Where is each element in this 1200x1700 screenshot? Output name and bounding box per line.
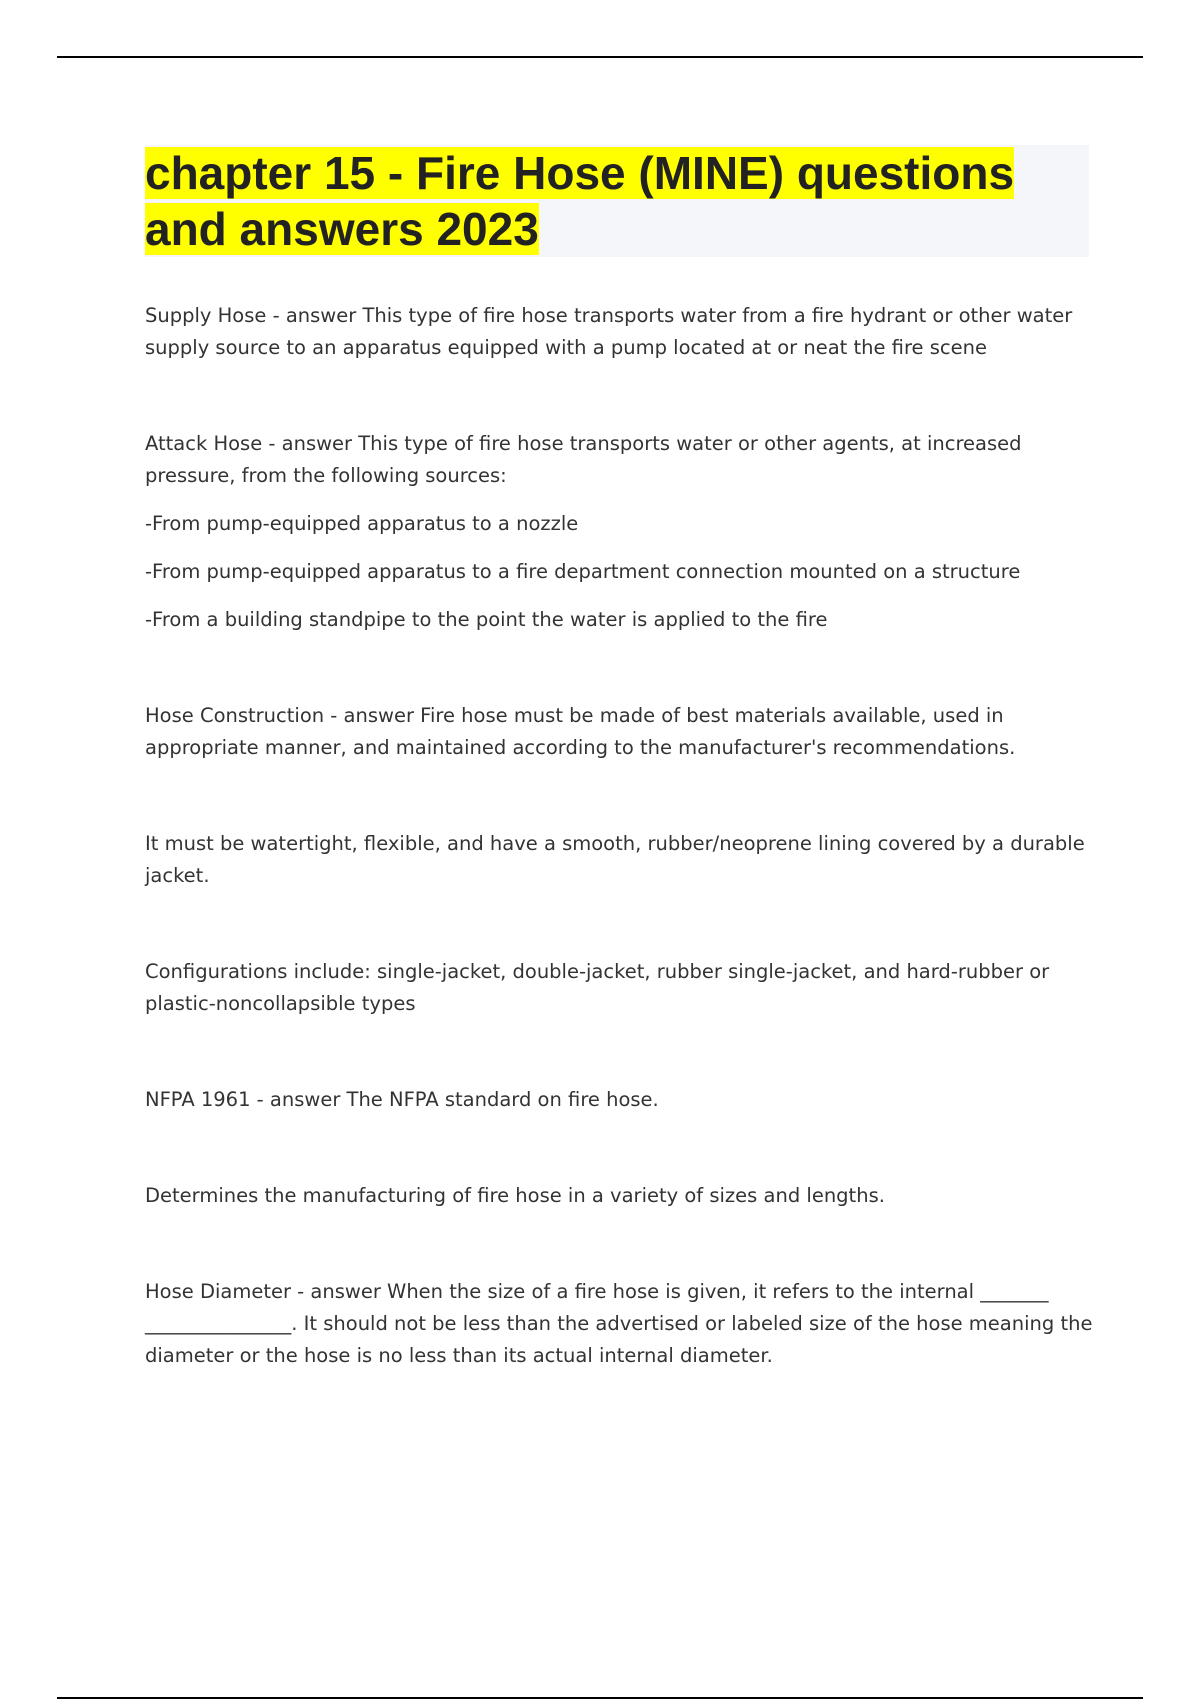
paragraph-hose-diameter: Hose Diameter - answer When the size of a fire hose is given, it refers to the internal _______ _______________. It should not be less than the advertised or labeled size of the hose meaning the diameter or the hose is no less than its actual internal diameter.	[145, 1280, 1093, 1367]
bottom-rule	[57, 1697, 1143, 1699]
paragraph-configurations: Configurations include: single-jacket, double-jacket, rubber single-jacket, and hard-rubber or plastic-noncollapsible types	[145, 960, 1050, 1015]
list-item-nozzle: -From pump-equipped apparatus to a nozzle	[145, 512, 579, 535]
paragraph-manufacturing: Determines the manufacturing of fire hose in a variety of sizes and lengths.	[145, 1184, 885, 1207]
top-rule	[57, 56, 1143, 58]
list-item-fdc: -From pump-equipped apparatus to a fire department connection mounted on a structure	[145, 560, 1021, 583]
paragraph-hose-construction: Hose Construction - answer Fire hose must be made of best materials available, used in appropriate manner, and maintained according to the manufacturer's recommendations.	[145, 704, 1016, 759]
title-block	[145, 145, 1089, 257]
title-highlight: chapter 15 - Fire Hose (MINE) questions and answers 2023	[145, 147, 1015, 255]
paragraph-supply-hose: Supply Hose - answer This type of fire hose transports water from a fire hydrant or other water supply source to an apparatus equipped with a pump located at or neat the fire scene	[145, 304, 1073, 359]
paragraph-attack-hose: Attack Hose - answer This type of fire hose transports water or other agents, at increased pressure, from the following sources:	[145, 432, 1022, 487]
paragraph-watertight: It must be watertight, flexible, and have a smooth, rubber/neoprene lining covered by a durable jacket.	[145, 832, 1085, 887]
list-item-standpipe: -From a building standpipe to the point the water is applied to the fire	[145, 608, 828, 631]
document-body	[145, 300, 1095, 1372]
paragraph-nfpa-1961: NFPA 1961 - answer The NFPA standard on fire hose.	[145, 1088, 659, 1111]
document-title	[145, 145, 1089, 257]
